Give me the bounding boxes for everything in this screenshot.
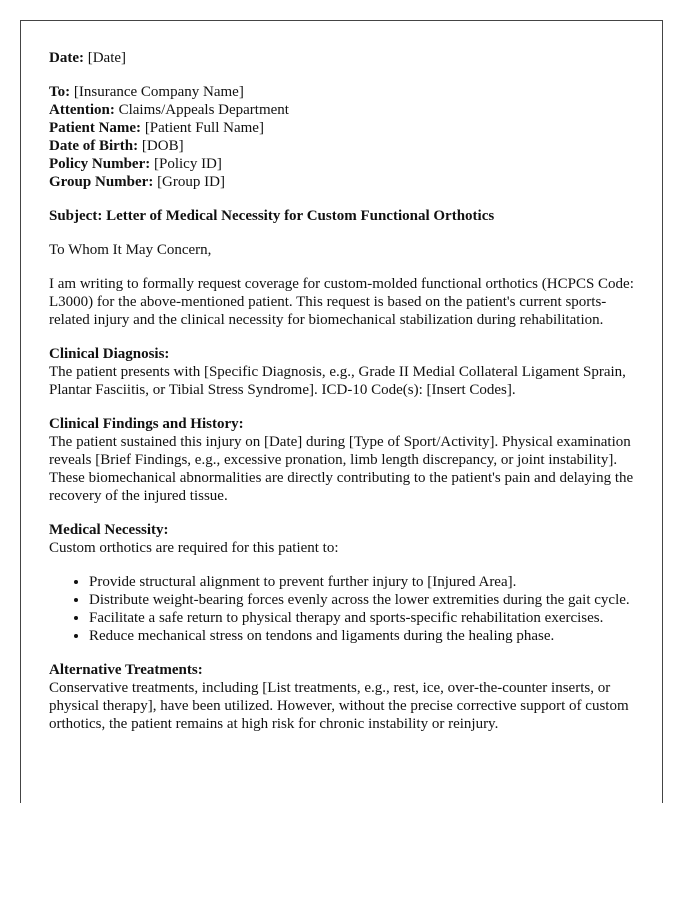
recipient-block (49, 83, 639, 191)
letter-page (20, 20, 663, 803)
section-alternative-treatments (49, 661, 639, 733)
date-value: [Date] (87, 50, 127, 66)
section-heading: Clinical Diagnosis: (49, 346, 170, 362)
section-clinical-diagnosis (49, 345, 639, 399)
list-item: • Distribute weight-bearing forces evenly across the lower extremities during the gait cycle. (89, 591, 639, 609)
list-item: • Facilitate a safe return to physical therapy and sports-specific rehabilitation exercises. (89, 609, 639, 627)
section-clinical-findings (49, 415, 639, 505)
date-label: Date: (49, 50, 84, 66)
to-value: [Insurance Company Name] (73, 84, 244, 100)
list-item: • Reduce mechanical stress on tendons and ligaments during the healing phase. (89, 627, 639, 645)
dob-value: [DOB] (141, 138, 184, 154)
dob-label: Date of Birth: (49, 138, 139, 154)
section-body: The patient presents with [Specific Diagnosis, e.g., Grade II Medial Collateral Ligament Sprain, Plantar Fasciitis, or Tibial Stress Syndrome]. ICD-10 Code(s): [Insert Codes]. (49, 364, 626, 398)
to-label: To: (49, 84, 71, 100)
list-item: • Provide structural alignment to prevent further injury to [Injured Area]. (89, 573, 639, 591)
necessity-list (49, 573, 639, 645)
section-body: The patient sustained this injury on [Date] during [Type of Sport/Activity]. Physical examination reveals [Brief Findings, e.g., excessive pronation, limb length discrepancy, or joint instability]. These biomechanical abnormalities are directly contributing to the patient's pain and delaying the recovery of the injured tissue. (49, 434, 634, 504)
section-medical-necessity (49, 521, 639, 557)
subject-line (49, 207, 639, 225)
salutation: To Whom It May Concern, (49, 242, 212, 258)
subject-text: Subject: Letter of Medical Necessity for Custom Functional Orthotics (49, 208, 495, 224)
attention-label: Attention: (49, 102, 115, 118)
section-heading: Alternative Treatments: (49, 662, 203, 678)
patient-label: Patient Name: (49, 120, 142, 136)
section-body: Conservative treatments, including [List treatments, e.g., rest, ice, over-the-counter inserts, or physical therapy], have been utilized. However, without the precise corrective support of custom orthotics, the patient remains at high risk for chronic instability or reinjury. (49, 680, 629, 732)
section-heading: Clinical Findings and History: (49, 416, 244, 432)
attention-value: Claims/Appeals Department (118, 102, 289, 118)
policy-value: [Policy ID] (153, 156, 222, 172)
date-line (49, 49, 639, 67)
group-label: Group Number: (49, 174, 154, 190)
group-value: [Group ID] (157, 174, 225, 190)
intro-paragraph: I am writing to formally request coverage for custom-molded functional orthotics (HCPCS Code: L3000) for the above-mentioned patient. This request is based on the patient's current sports-related injury and the clinical necessity for biomechanical stabilization during rehabilitation. (49, 276, 634, 328)
patient-value: [Patient Full Name] (144, 120, 264, 136)
section-heading: Medical Necessity: (49, 522, 169, 538)
section-body: Custom orthotics are required for this patient to: (49, 540, 339, 556)
policy-label: Policy Number: (49, 156, 151, 172)
